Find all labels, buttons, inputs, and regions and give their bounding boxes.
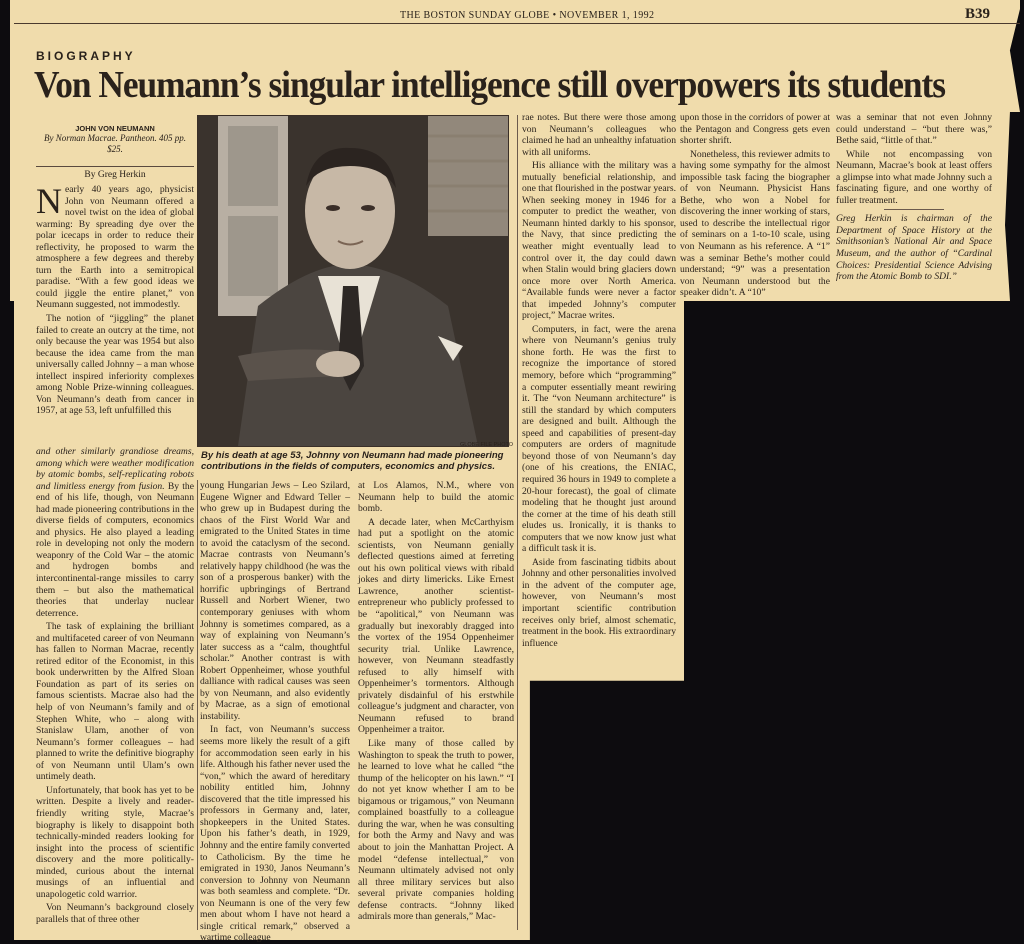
article-column-2 bbox=[200, 480, 350, 944]
bio-divider bbox=[884, 209, 944, 210]
paragraph: The task of explaining the brilliant and multifaceted career of von Neumann has fallen to Norman Macrae, recently retired editor of the Economist, in this book underwritten by the Alfred Sloan Foundation as part of its series on famous scientists. Macrae also had the help of von Neumann’s family and of Stephen White, who – along with Stanislaw Ulam, another of von Neumann’s former colleagues – had planned to write the definitive biography of von Neumann until Ulam’s own untimely death. bbox=[36, 621, 194, 783]
paragraph: Von Neumann’s background closely parallels that of three other bbox=[36, 902, 194, 925]
paragraph: young Hungarian Jews – Leo Szilard, Eugene Wigner and Edward Teller – who grew up in Budapest during the chaos of the First World War and emigrated to the United States in time to avoid the cataclysm of the second. Macrae contrasts von Neumann’s relatively happy childhood (he was the son of a prosperous banker) with the horrific upbringings of Bertrand Russell and Norbert Wiener, two contemporary geniuses with whom Johnny is sometimes compared, as a way of explaining von Neumann’s later success as a “calm, thoughtful scholar.” Another contrast is with Robert Oppenheimer, whose youthful dalliance with radical causes was seen by von Neumann, and also evidently by Macrae, as a sign of emotional instability. bbox=[200, 480, 350, 722]
paragraph: early 40 years ago, physicist John von Neumann offered a novel twist on the idea of global warming: By spreading dye over the polar icecaps in order to reduce their reflectivity, he proposed to warm the atmosphere a few degrees and thereby turn the Earth into a semitropical paradise. “With a few good ideas we could jiggle the entire planet,” von Neumann suggested, not immodestly. bbox=[36, 184, 194, 311]
article-column-3 bbox=[358, 480, 514, 932]
book-info bbox=[36, 124, 194, 155]
author-bio: Greg Herkin is chairman of the Department of Space History at the Smithsonian’s National Air and Space Museum, and the author of “Cardinal Choices: Presidential Science Advising from the Atomic Bomb to SDI.” bbox=[836, 213, 992, 283]
paragraph: Aside from fascinating tidbits about Johnny and other personalities involved in the advent of the computer age, however, von Neumann’s most important scientific contribution receives only brief, almost schematic, treatment in the book. His extraordinary influence bbox=[522, 556, 676, 649]
column-rule bbox=[517, 115, 518, 930]
article-column-1-top bbox=[36, 181, 194, 446]
page-number: B39 bbox=[965, 6, 991, 22]
paragraph: The notion of “jiggling” the planet failed to create an outcry at the time, not only because the year was 1954 but also because the idea came from the man universally called Johnny – a man whose intellect inspired inferiority complexes among Noble Prize-winning colleagues. Von Neumann’s death from cancer in 1957, at age 53, left unfulfilled this bbox=[36, 313, 194, 417]
byline: By Greg Herkin bbox=[36, 166, 194, 180]
book-title: JOHN VON NEUMANN bbox=[75, 124, 155, 133]
newspaper-header: THE BOSTON SUNDAY GLOBE • NOVEMBER 1, 1992 bbox=[400, 10, 655, 21]
photo-credit: GLOBE FILE PHOTO bbox=[460, 442, 514, 448]
paragraph: rae notes. But there were those among von Neumann’s colleagues who claimed he had an unhealthy infatuation with all uniforms. bbox=[522, 112, 676, 158]
paragraph: A decade later, when McCarthyism had put a spotlight on the atomic scientists, von Neumann genially deflected questions aimed at ferreting out his own political views with ribald jokes and dirty limericks. Like Ernest Lawrence, another scientist-entrepreneur who publicly professed to be “apolitical,” von Neumann was gradually but inexorably dragged into the vortex of the 1954 Oppenheimer security trial. Unlike Lawrence, however, von Neumann steadfastly refused to ally himself with Oppenheimer’s tormentors. Although privately disdainful of his erstwhile colleague’s judgment and character, von Neumann refused to brand Oppenheimer a traitor. bbox=[358, 516, 514, 736]
paragraph-text: By the end of his life, though, von Neumann had made pioneering contributions in the diverse fields of computers, economics and physics. He also played a leading role in developing not only the modern weaponry of the Cold War – the atomic and hydrogen bombs and intercontinental-range missiles to carry them – but also the mathematical theories that underlay nuclear deterrence. bbox=[36, 480, 194, 619]
portrait-photo bbox=[197, 115, 509, 447]
paragraph bbox=[36, 446, 194, 619]
paragraph: Nonetheless, this reviewer admits to having some sympathy for the almost impossible task facing the biographer of von Neumann. Physicist Hans Bethe, who won a Nobel for discovering the inner working of stars, used to describe the intellectual rigor of seminars on a 1-to-10 scale, using von Neumann as his reference. A “1” was a seminar Bethe’s mother could understand; “9” was a presentation von Neumann understood but the speaker didn’t. A “10” bbox=[680, 148, 830, 299]
article-column-4 bbox=[522, 112, 676, 668]
paragraph: Unfortunately, that book has yet to be written. Despite a lively and reader-friendly writing style, Macrae’s biography is likely to disappoint both technically-minded readers looking for insight into the process of scientific discovery and the more politically-minded, curious about the internal musings of an influential and unapologetic cold warrior. bbox=[36, 784, 194, 900]
paragraph: Computers, in fact, were the arena where von Neumann’s genius truly shone forth. He was the first to recognize the importance of stored memory, before which “programming” a computer essentially meant rewiring it. The “von Neumann architecture” is still the standard by which computers are designed and built. Although the speed and capabilities of present-day computers are orders of magnitude beyond those of von Neumann’s day (one of his creations, the ENIAC, required 36 hours in 1949 to complete a 20-hour forecast), the goal of climate modeling that he thought just around the corner at the time of his death still eludes us. Ironically, it is thanks to computers that we now know just what a difficult task it is. bbox=[522, 323, 676, 555]
drop-cap: N bbox=[36, 181, 62, 221]
book-details: By Norman Macrae. Pantheon. 405 pp. $25. bbox=[44, 133, 186, 154]
article-column-6 bbox=[836, 112, 992, 296]
article-column-1-bottom bbox=[36, 446, 194, 932]
paragraph: at Los Alamos, N.M., where von Neumann help to build the atomic bomb. bbox=[358, 480, 514, 515]
paragraph: was a seminar that not even Johnny could understand – “but there was,” Bethe said, “little of that.” bbox=[836, 112, 992, 147]
column-rule bbox=[197, 480, 198, 930]
italic-text: and other similarly grandiose dreams, among which were weather modification by atomic bombs, self-replicating robots and limitless energy from fusion. bbox=[36, 446, 194, 492]
photo-caption: By his death at age 53, Johnny von Neumann had made pioneering contributions in the fields of computers, economics and physics. bbox=[201, 450, 504, 472]
headline: Von Neumann’s singular intelligence still overpowers its students bbox=[34, 64, 945, 106]
portrait-illustration bbox=[198, 116, 508, 446]
paragraph: In fact, von Neumann’s success seems more likely the result of a gift for accommodation seen early in his life. Although his father never used the “von,” which the award of hereditary nobility entitled him, Johnny discovered that the title impressed his professors in Germany and, later, shopkeepers in the United States. Upon his father’s death, in 1929, Johnny and the entire family converted to Catholicism. By the time he emigrated in 1930, Janos Neumann’s conversion to Johnny von Neumann was both seamless and complete. “Dr. von Neumann is one of the very few men about whom I have not heard a single critical remark,” observed a wartime colleague bbox=[200, 724, 350, 944]
paragraph: upon those in the corridors of power at the Pentagon and Congress gets even shorter shrift. bbox=[680, 112, 830, 147]
paragraph: Like many of those called by Washington to speak the truth to power, he learned to love what he called “the thump of the helicopter on his lawn.” “I do not yet know whether I am to be bigamous or trigamous,” von Neumann complained boastfully to a colleague during the war, when he was consulting for both the Army and Navy and was about to join the Manhattan Project. A model “defense intellectual,” von Neumann ultimately advised not only all three military services but also several private companies holding defense contracts. “Johnny liked admirals more than generals,” Mac- bbox=[358, 738, 514, 923]
article-column-5 bbox=[680, 112, 830, 299]
paragraph: His alliance with the military was a mutually beneficial relationship, and one that flourished in the postwar years. When seeking money in 1946 for a computer to predict the weather, von Neumann hinted darkly to his sponsor, the Navy, that since predicting the weather might eventually lead to control over it, the day could dawn when Stalin would bring glaciers down once more over North America. “Available funds were never a factor that impeded Johnny’s computer project,” Macrae writes. bbox=[522, 160, 676, 322]
section-label: BIOGRAPHY bbox=[36, 49, 136, 63]
paragraph: While not encompassing von Neumann, Macrae’s book at least offers a glimpse into what made Johnny such a fascinating figure, and one worthy of fuller treatment. bbox=[836, 148, 992, 206]
